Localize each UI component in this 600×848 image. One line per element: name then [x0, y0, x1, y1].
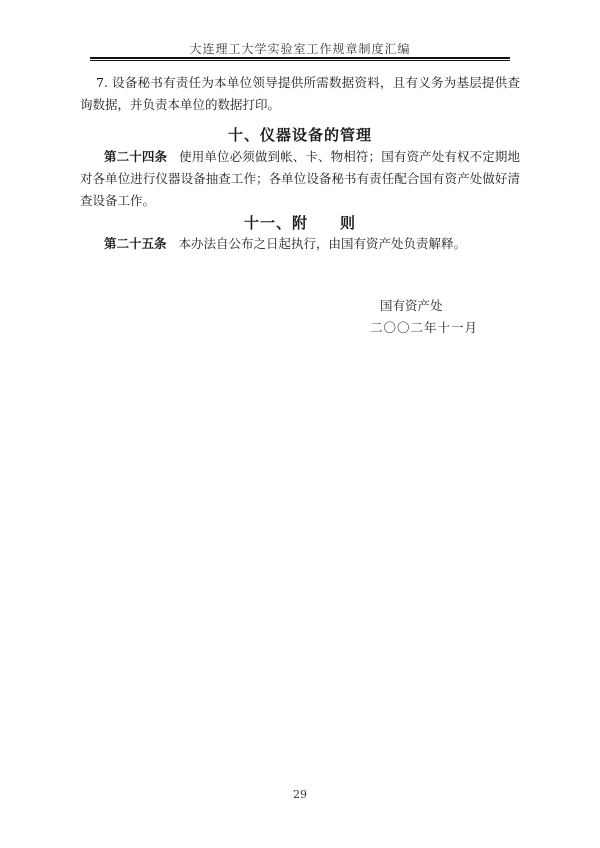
article-25-paragraph [80, 233, 520, 255]
section-11-heading: 十一、附 则 [243, 214, 356, 232]
article-24-paragraph [80, 146, 520, 212]
signature-organization: 国有资产处 [380, 298, 443, 313]
section-10-heading: 十、仪器设备的管理 [227, 126, 372, 144]
article-25-label: 第二十五条 [104, 236, 167, 251]
signature-date: 二〇〇二年十一月 [370, 320, 479, 335]
running-header: 大连理工大学实验室工作规章制度汇编 [189, 42, 411, 56]
header-rule-thin [90, 60, 510, 61]
item-7-paragraph: 7. 设备秘书有责任为本单位领导提供所需数据资料，且有义务为基层提供查询数据，并负责本单位的数据打印。 [80, 75, 520, 112]
article-24-text: 使用单位必须做到帐、卡、物相符；国有资产处有权不定期地对各单位进行仪器设备抽查工作；各单位设备秘书有责任配合国有资产处做好清查设备工作。 [80, 149, 520, 208]
article-25-text: 本办法自公布之日起执行，由国有资产处负责解释。 [178, 236, 467, 251]
article-24-label: 第二十四条 [104, 149, 168, 164]
header-rule [90, 57, 510, 59]
page-number: 29 [293, 788, 307, 801]
